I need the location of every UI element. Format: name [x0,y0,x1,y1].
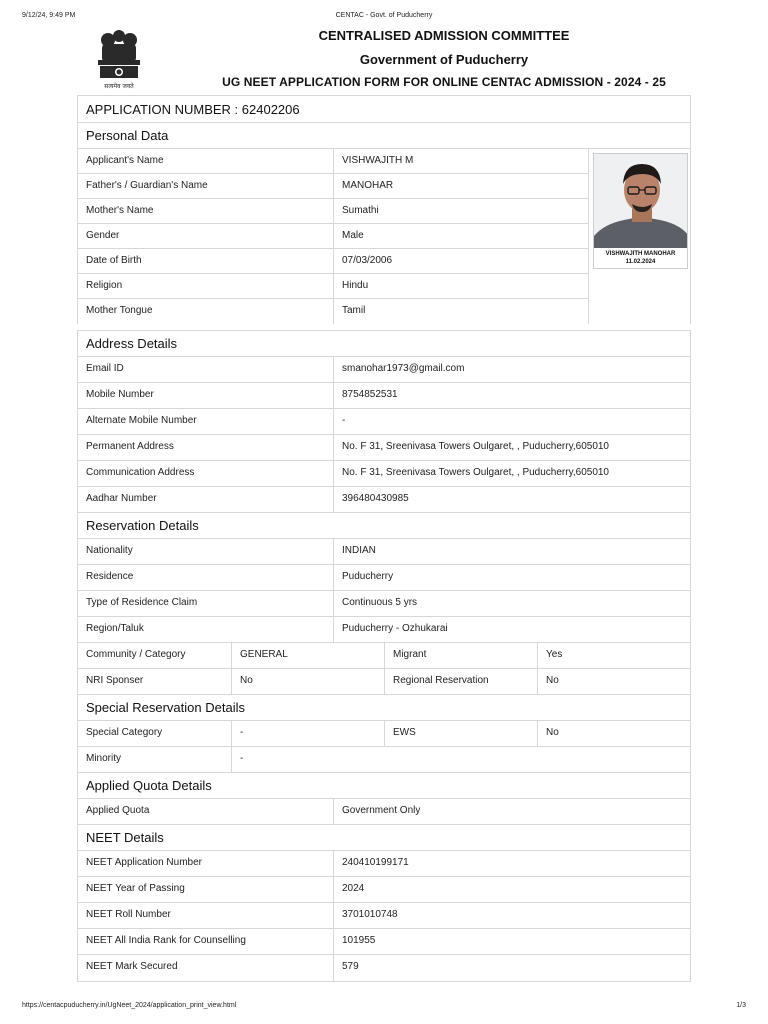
field-value: Puducherry [342,571,394,582]
table-row [78,955,690,981]
field-value: MANOHAR [342,180,394,191]
table-row [78,617,690,643]
field-label: NEET All India Rank for Counselling [78,929,334,954]
table-row [78,721,690,747]
print-title: CENTAC - Govt. of Puducherry [335,12,433,19]
print-date: 9/12/24, 9:49 PM [22,12,76,19]
field-label: Religion [78,274,334,298]
table-row [78,799,690,825]
table-row [78,383,690,409]
reservation-section [77,513,691,695]
personal-rows [78,149,589,324]
field-label: Aadhar Number [78,487,334,512]
field-label: Applicant's Name [78,149,334,173]
field-label: Email ID [78,357,334,382]
field-value: - [232,721,385,746]
photo-caption-date: 11.02.2024 [625,259,656,265]
reservation-title: Reservation Details [78,513,690,539]
table-row [78,903,690,929]
field-value: Government Only [342,805,421,816]
field-label: NEET Roll Number [78,903,334,928]
field-value: 3701010748 [342,909,398,920]
field-value: GENERAL [232,643,385,668]
applicant-photo [593,153,688,269]
table-row [78,643,690,669]
field-label: Community / Category [78,643,232,668]
field-value: INDIAN [342,545,376,556]
field-value: Puducherry - Ozhukarai [342,623,448,634]
field-value: No [546,727,559,738]
field-label: Residence [78,565,334,590]
field-label: Father's / Guardian's Name [78,174,334,198]
field-value: smanohar1973@gmail.com [342,363,465,374]
field-value: 396480430985 [342,493,409,504]
table-row [78,591,690,617]
table-row [78,174,588,199]
field-value: 8754852531 [342,389,398,400]
field-value: 579 [342,961,359,972]
field-value: Sumathi [342,205,379,216]
table-row [78,929,690,955]
field-label: EWS [385,721,538,746]
field-value: No [232,669,385,694]
photo-caption [594,248,687,268]
application-number: APPLICATION NUMBER : 62402206 [78,96,690,123]
field-label: NEET Year of Passing [78,877,334,902]
table-row [78,565,690,591]
field-value: Continuous 5 yrs [342,597,418,608]
table-row [78,435,690,461]
field-label: Minority [78,747,232,772]
table-row [78,747,690,773]
emblem-icon [88,26,150,92]
field-label: NEET Mark Secured [78,955,334,981]
neet-title: NEET Details [78,825,690,851]
field-label: Date of Birth [78,249,334,273]
application-form [77,95,691,982]
quota-section [77,773,691,825]
table-row [78,539,690,565]
header-form-title: UG NEET APPLICATION FORM FOR ONLINE CENTAC ADMISSION - 2024 - 25 [222,75,666,89]
field-value: Yes [546,649,563,660]
table-row [78,224,588,249]
table-row [78,274,588,299]
field-label: Mother's Name [78,199,334,223]
field-label: Region/Taluk [78,617,334,642]
field-value: - [342,415,346,426]
field-value: No. F 31, Sreenivasa Towers Oulgaret, , Puducherry,605010 [342,441,609,452]
print-url: https://centacpuducherry.in/UgNeet_2024/application_print_view.html [22,1002,237,1009]
photo-caption-name: VISHWAJITH MANOHAR [605,251,676,257]
field-label: NEET Application Number [78,851,334,876]
emblem-motto: सत्यमेव जयते [104,83,134,90]
print-footer [22,1002,746,1014]
table-row [78,461,690,487]
field-label: Regional Reservation [385,669,538,694]
neet-section [77,825,691,982]
header-committee: CENTRALISED ADMISSION COMMITTEE [318,28,570,43]
field-label: Mobile Number [78,383,334,408]
personal-title: Personal Data [78,123,690,149]
table-row [78,851,690,877]
table-row [78,249,588,274]
table-row [78,669,690,695]
field-value: No. F 31, Sreenivasa Towers Oulgaret, , Puducherry,605010 [342,467,609,478]
field-label: Migrant [385,643,538,668]
address-section [77,330,691,513]
field-label: Gender [78,224,334,248]
field-value: Male [342,230,364,241]
table-row [78,409,690,435]
person-photo-icon [594,154,688,250]
field-label: Nationality [78,539,334,564]
field-value: 07/03/2006 [342,255,393,266]
field-label: Permanent Address [78,435,334,460]
special-reservation-section [77,695,691,773]
table-row [78,149,588,174]
photo-column [589,149,690,324]
print-header [22,12,746,24]
field-label: NRI Sponser [78,669,232,694]
table-row [78,487,690,513]
field-label: Applied Quota [78,799,334,824]
field-label: Communication Address [78,461,334,486]
table-row [78,199,588,224]
page-number: 1/3 [736,1002,746,1009]
field-label: Alternate Mobile Number [78,409,334,434]
field-value: 240410199171 [342,857,409,868]
field-value: No [546,675,559,686]
special-reservation-title: Special Reservation Details [78,695,690,721]
field-label: Mother Tongue [78,299,334,324]
field-value: - [240,753,244,764]
quota-title: Applied Quota Details [78,773,690,799]
field-value: Tamil [342,305,366,316]
field-label: Type of Residence Claim [78,591,334,616]
header-government: Government of Puducherry [359,52,529,67]
table-row [78,357,690,383]
field-label: Special Category [78,721,232,746]
field-value: 101955 [342,935,376,946]
table-row [78,299,588,324]
table-row [78,877,690,903]
field-value: Hindu [342,280,369,291]
personal-section [77,95,691,324]
field-value: VISHWAJITH M [342,155,414,166]
address-title: Address Details [78,331,690,357]
field-value: 2024 [342,883,365,894]
